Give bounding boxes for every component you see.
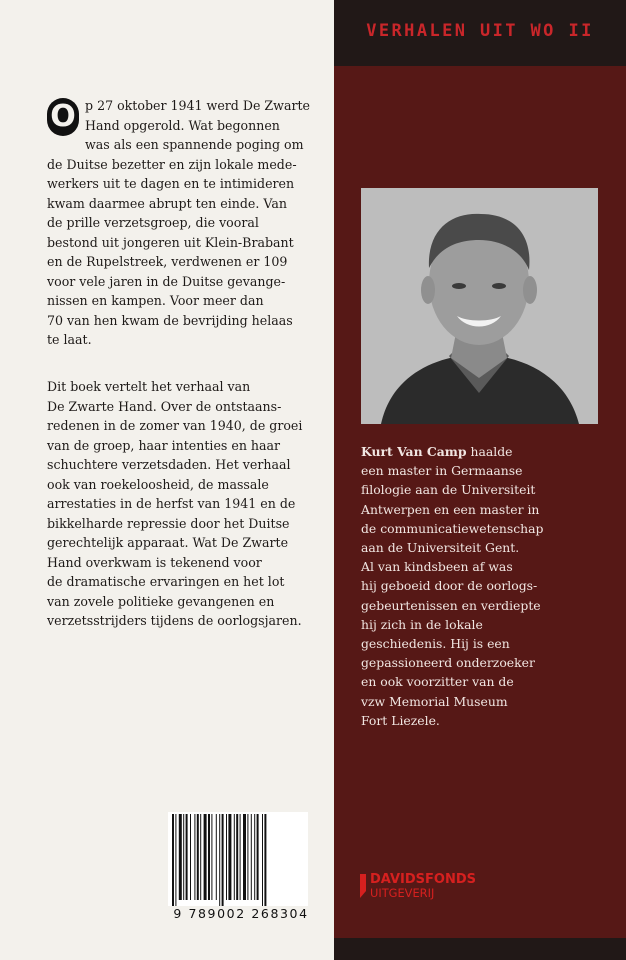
bio-line: de communicatiewetenschap — [361, 520, 544, 536]
blurb-line: van zovele politieke gevangenen en — [47, 593, 275, 609]
blurb-line: kwam daarmee abrupt ten einde. Van — [47, 195, 287, 211]
author-photo — [361, 188, 598, 424]
blurb-line: werkers uit te dagen en te intimideren — [47, 176, 295, 191]
blurb-line: 70 van hen kwam de bevrijding helaas — [47, 312, 293, 328]
blurb-line: de dramatische ervaringen en het lot — [47, 574, 285, 589]
publisher-mark-icon — [360, 874, 368, 898]
publisher-subtitle: UITGEVERIJ — [370, 886, 435, 900]
blurb-line: Hand opgerold. Wat begonnen — [85, 117, 280, 133]
blurb-line: voor vele jaren in de Duitse gevange- — [47, 273, 286, 289]
author-name: Kurt Van Camp — [361, 444, 467, 459]
bio-line: en ook voorzitter van de — [361, 674, 514, 690]
blurb-line: schuchtere verzetsdaden. Het verhaal — [47, 457, 291, 472]
blurb-line: bestond uit jongeren uit Klein-Brabant — [47, 234, 294, 250]
bio-line: gepassioneerd onderzoeker — [361, 655, 535, 671]
bottom-strip — [334, 938, 626, 960]
blurb-line: te laat. — [47, 332, 92, 347]
blurb-paragraph-1 — [47, 96, 319, 350]
bio-line: filologie aan de Universiteit — [361, 482, 536, 498]
blurb-line: bikkelharde repressie door het Duitse — [47, 515, 290, 531]
drop-cap: O — [47, 98, 79, 136]
blurb-line: was als een spannende poging om — [85, 137, 304, 152]
blurb-line: redenen in de zomer van 1940, de groei — [47, 418, 303, 433]
bio-line: hij zich in de lokale — [361, 616, 483, 632]
bio-line-rest: haalde — [466, 444, 513, 459]
blurb-line: arrestaties in de herfst van 1941 en de — [47, 496, 296, 511]
bio-line: Antwerpen en een master in — [361, 501, 540, 517]
series-banner — [334, 0, 626, 66]
blurb-paragraph-1-lines — [47, 116, 319, 350]
blurb-line: Hand overkwam is tekenend voor — [47, 554, 262, 570]
bio-line: aan de Universiteit Gent. — [361, 540, 520, 556]
blurb-line: de prille verzetsgroep, die vooral — [47, 215, 259, 230]
isbn-number: 9 789002 268304 — [173, 906, 309, 921]
bio-line: Al van kindsbeen af was — [361, 559, 513, 575]
blurb-line: ook van roekeloosheid, de massale — [47, 476, 269, 492]
blurb-line: van de groep, haar intenties en haar — [47, 437, 281, 453]
blurb-line: gerechtelijk apparaat. Wat De Zwarte — [47, 535, 289, 550]
series-title: VERHALEN UIT WO II — [366, 21, 594, 41]
bio-line: een master in Germaanse — [361, 463, 523, 479]
blurb-line: de Duitse bezetter en zijn lokale mede- — [47, 156, 297, 172]
barcode — [168, 812, 308, 906]
blurb-line: nissen en kampen. Voor meer dan — [47, 293, 264, 308]
bio-line: vzw Memorial Museum — [361, 693, 508, 709]
author-bio — [361, 442, 611, 730]
publisher-name: DAVIDSFONDS — [370, 872, 476, 887]
bio-line: Fort Liezele. — [361, 712, 440, 728]
bio-line — [361, 442, 611, 461]
back-cover-right-panel — [334, 0, 626, 960]
blurb-line: en de Rupelstreek, verdwenen er 109 — [47, 254, 288, 269]
blurb-paragraph-2-lines — [47, 377, 319, 631]
bio-lines — [361, 461, 611, 730]
bio-line: hij geboeid door de oorlogs- — [361, 578, 538, 594]
bio-line: geschiedenis. Hij is een — [361, 636, 510, 652]
blurb-paragraph-2 — [47, 377, 319, 631]
blurb-line: De Zwarte Hand. Over de ontstaans- — [47, 398, 282, 414]
blurb-line: Dit boek vertelt het verhaal van — [47, 379, 251, 394]
blurb-line: verzetsstrijders tijdens de oorlogsjaren. — [47, 613, 302, 628]
blurb-line: p 27 oktober 1941 werd De Zwarte — [85, 98, 310, 113]
bio-line: gebeurtenissen en verdiepte — [361, 597, 541, 613]
